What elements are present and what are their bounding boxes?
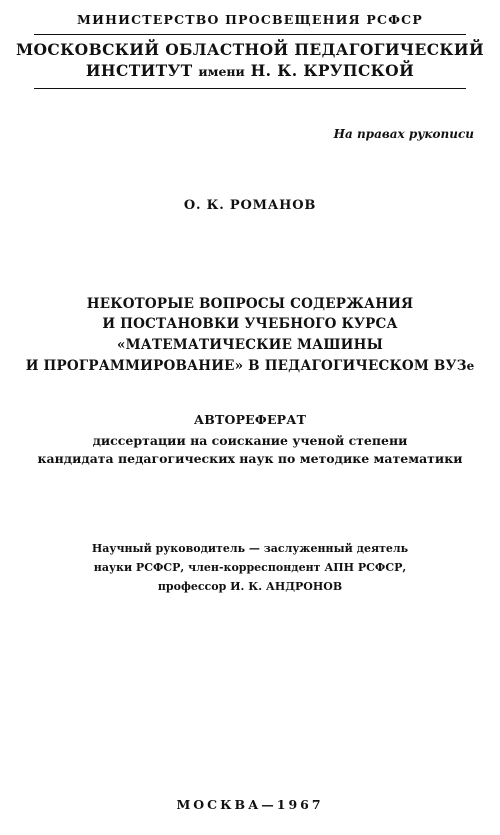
institute-namesake: Н. К. КРУПСКОЙ xyxy=(250,61,415,80)
title-line4 xyxy=(0,358,500,374)
title-line2: И ПОСТАНОВКИ УЧЕБНОГО КУРСА xyxy=(102,316,398,332)
institute-name-line2 xyxy=(0,61,500,80)
supervisor-line3 xyxy=(0,580,500,593)
supervisor-line1: Научный руководитель — заслуженный деятель xyxy=(91,542,409,555)
title-line4-main: И ПРОГРАММИРОВАНИЕ» В ПЕДАГОГИЧЕСКОМ ВУЗ xyxy=(25,358,467,374)
dissertation-line2: кандидата педагогических наук по методике математики xyxy=(37,451,463,466)
supervisor-name: И. К. АНДРОНОВ xyxy=(230,580,343,593)
dissertation-line1: диссертации на соискание ученой степени xyxy=(92,433,408,448)
title-line3: «МАТЕМАТИЧЕСКИЕ МАШИНЫ xyxy=(116,337,384,353)
supervisor-title: профессор xyxy=(157,580,227,593)
ministry-name: МИНИСТЕРСТВО ПРОСВЕЩЕНИЯ РСФСР xyxy=(77,12,423,27)
supervisor-line2: науки РСФСР, член-корреспондент АПН РСФСР, xyxy=(93,561,407,574)
bottom-rule xyxy=(34,88,466,89)
manuscript-note: На правах рукописи xyxy=(333,127,474,141)
institute-word: ИНСТИТУТ xyxy=(85,61,193,80)
author-name: О. К. РОМАНОВ xyxy=(183,198,317,213)
title-line1: НЕКОТОРЫЕ ВОПРОСЫ СОДЕРЖАНИЯ xyxy=(86,296,414,312)
city-year: МОСКВА—1967 xyxy=(176,797,324,812)
institute-name-line1: МОСКОВСКИЙ ОБЛАСТНОЙ ПЕДАГОГИЧЕСКИЙ xyxy=(15,40,485,59)
title-line4-suffix: е xyxy=(466,359,475,373)
institute-named-after: имени xyxy=(198,64,245,79)
top-rule xyxy=(34,34,466,35)
abstract-label: АВТОРЕФЕРАТ xyxy=(193,412,307,427)
